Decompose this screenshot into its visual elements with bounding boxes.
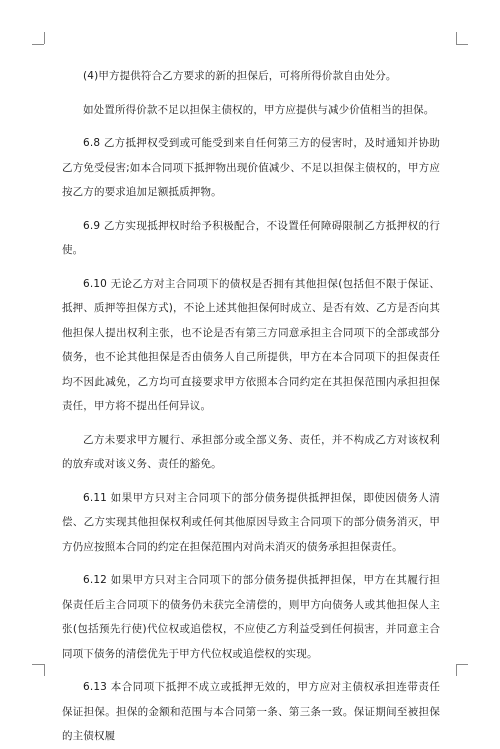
paragraph-insufficient-proceeds: 如处置所得价款不足以担保主债权的，甲方应提供与减少价值相当的担保。: [83, 103, 435, 116]
paragraph-6-10: 6.10 无论乙方对主合同项下的债权是否拥有其他担保(包括但不限于保证、抵押、质押等担保方式)，不论上述其他担保何时成立、是否有效、乙方是否向其他担保人提出权利主张，也不论是否有第三方同意承担主合同项下的全部或部分债务，也不论其他担保是否由债务人自己所提供，甲方在本合同项下的担保责任均不因此减免，乙方均可直接要求甲方依照本合同约定在其担保范围内承担担保责任，甲方将不提出任何异议。: [62, 277, 440, 412]
paragraph-6-12: 6.12 如果甲方只对主合同项下的部分债务提供抵押担保，甲方在其履行担保责任后主合同项下的债务仍未获完全清偿的，则甲方向债务人或其他担保人主张(包括预先行使)代位权或追偿权，不应使乙方利益受到任何损害，并同意主合同项下债务的清偿优先于甲方代位权或追偿权的实现。: [62, 574, 440, 660]
paragraph-6-9: 6.9 乙方实现抵押权时给予积极配合，不设置任何障碍限制乙方抵押权的行使。: [62, 219, 440, 256]
paragraph-no-waiver: 乙方未要求甲方履行、承担部分或全部义务、责任，并不构成乙方对该权利的放弃或对该义务、责任的豁免。: [62, 433, 440, 470]
paragraph-6-13: 6.13 本合同项下抵押不成立或抵押无效的，甲方应对主债权承担连带责任保证担保。担保的金额和范围与本合同第一条、第三条一致。保证期间至被担保的主债权履: [62, 681, 440, 742]
paragraph-6-8: 6.8 乙方抵押权受到或可能受到来自任何第三方的侵害时，及时通知并协助乙方免受侵害;如本合同项下抵押物出现价值减少、不足以担保主债权的，甲方应按乙方的要求追加足额抵质押物。: [62, 137, 440, 198]
document-body: [62, 64, 440, 749]
paragraph-4-new-guarantee: (4)甲方提供符合乙方要求的新的担保后，可将所得价款自由处分。: [83, 70, 397, 82]
paragraph-6-11: 6.11 如果甲方只对主合同项下的部分债务提供抵押担保，即使因债务人清偿、乙方实现其他担保权利或任何其他原因导致主合同项下的部分债务消灭，甲方仍应按照本合同的约定在担保范围内对尚未消灭的债务承担担保责任。: [62, 491, 440, 553]
